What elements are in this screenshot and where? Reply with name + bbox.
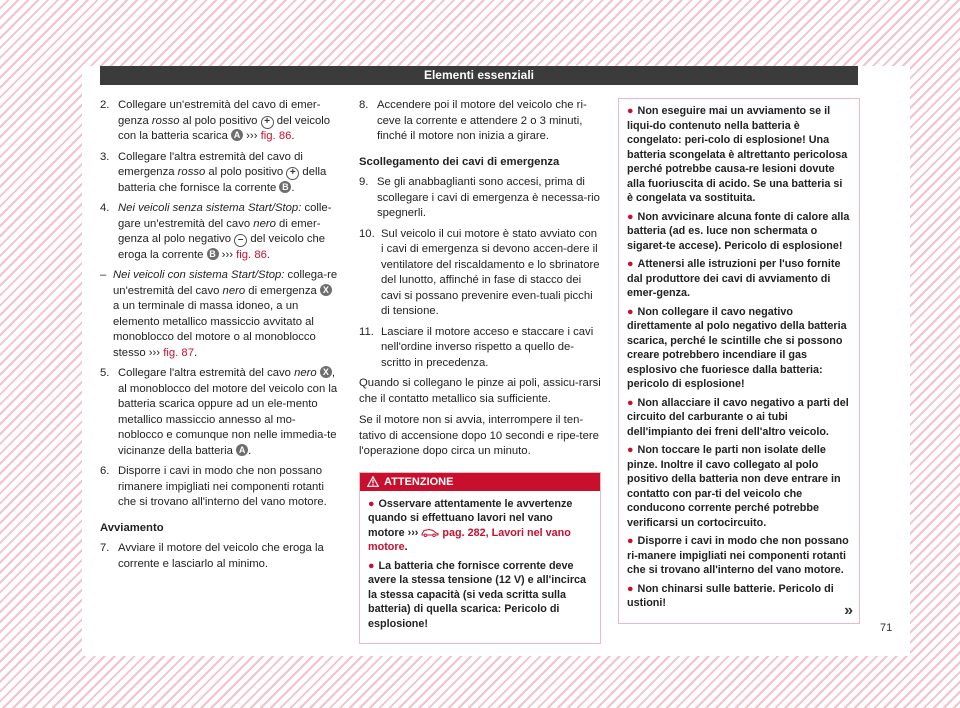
- badge-a: A: [231, 129, 243, 141]
- warning-item: ● Attenersi alle istruzioni per l'uso fornite dal produttore dei cavi di avviamento di emer-genza.: [627, 258, 841, 299]
- step-number: 11.: [359, 325, 374, 338]
- step-number: 7.: [100, 542, 110, 554]
- continue-arrow-icon: »: [844, 602, 853, 619]
- warning-box: [359, 472, 601, 645]
- step-text: Lasciare il motore acceso e staccare i cavi nell'ordine inverso rispetto a quello de-scritto in precedenza.: [381, 325, 594, 369]
- section-heading-avviamento: Avviamento: [100, 521, 164, 534]
- step-number: 6.: [100, 465, 110, 477]
- step-11: [359, 325, 601, 372]
- dash-marker: –: [100, 269, 107, 281]
- warning-title: ATTENZIONE: [384, 475, 454, 488]
- step-number: 4.: [100, 202, 110, 214]
- paragraph-contact: Quando si collegano le pinze ai poli, assicu-rarsi che il contatto metallico sia sufficiente.: [359, 377, 601, 405]
- warning-continuation-box: [618, 98, 860, 624]
- step-number: 5.: [100, 367, 110, 379]
- step-number: 8.: [359, 99, 369, 111]
- column-1: [100, 98, 338, 577]
- warning-item: ● Non toccare le parti non isolate delle pinze. Inoltre il cavo collegato al polo positivo della batteria non deve entrare in contatto con par-ti del veicolo che conducono corrente perché potrebbe verificarsi un cortocircuito.: [627, 444, 841, 529]
- warning-item: ● Non allacciare il cavo negativo a parti del circuito del carburante o ai tubi dell'impianto dei freni dell'altro veicolo.: [627, 396, 849, 438]
- step-7: [100, 541, 338, 572]
- section-heading-scollegamento: Scollegamento dei cavi di emergenza: [359, 155, 560, 168]
- bullet-dot-icon: ●: [627, 210, 634, 223]
- car-wrench-icon: [421, 527, 439, 537]
- warning-item: ● La batteria che fornisce corrente deve avere la stessa tensione (12 V) e all'incirca la stessa capacità (si veda scritta sulla batteria) di quella scarica: Pericolo di esplosione!: [368, 559, 587, 630]
- step-10: [359, 227, 601, 320]
- badge-x: X: [320, 284, 332, 296]
- step-8: [359, 98, 601, 145]
- fig-86-link[interactable]: fig. 86: [236, 248, 267, 261]
- warning-item: ● Non eseguire mai un avviamento se il liqui-do contenuto nella batteria è congelato: peri-colo di esplosione! Una batteria scongelata è altrettanto pericolosa perché potrebbe causa-re lesioni dovute alla fuoriuscita di acido. Se una batteria si è congelata va sostituita.: [627, 105, 848, 204]
- paragraph-retry: Se il motore non si avvia, interrompere il ten-tativo di accensione dopo 10 secondi e ripe-tere l'operazione dopo circa un minuto.: [359, 414, 599, 457]
- bullet-dot-icon: ●: [627, 396, 634, 409]
- step-text: Accendere poi il motore del veicolo che ri-ceve la corrente e attendere 2 o 3 minuti, finché il motore non inizia a girare.: [377, 99, 587, 142]
- step-2: 2. Collegare un'estremità del cavo di emer-genza rosso al polo positivo + del veicolo con la batteria scarica A ››› fig. 86.: [100, 98, 338, 145]
- step-text: Disporre i cavi in modo che non possano rimanere impigliati nei componenti rotanti che si trovano all'interno del vano motore.: [118, 465, 327, 508]
- bullet-dot-icon: ●: [627, 582, 634, 595]
- bullet-dot-icon: ●: [368, 559, 375, 572]
- warning-item: ● Non avvicinare alcuna fonte di calore alla batteria (ad es. luce non schermata o sigaret-te accese). Pericolo di esplosione!: [627, 210, 850, 252]
- step-start-stop: – Nei veicoli con sistema Start/Stop: collega-re un'estremità del cavo nero di emergenza X a un terminale di massa idoneo, a un elemento metallico massiccio avvitato al monoblocco del motore o al monoblocco stesso ››› fig. 87.: [100, 268, 338, 361]
- step-9: [359, 175, 601, 222]
- bullet-dot-icon: ●: [368, 497, 375, 510]
- step-4: 4. Nei veicoli senza sistema Start/Stop: colle-gare un'estremità del cavo nero di emer-genza al polo negativo – del veicolo che eroga la corrente B ››› fig. 86.: [100, 201, 338, 263]
- step-number: 10.: [359, 227, 375, 240]
- page-number: 71: [880, 622, 893, 634]
- warning-item: ● Disporre i cavi in modo che non possano ri-manere impigliati nei componenti rotanti che si trovano all'interno del vano motore.: [627, 535, 849, 576]
- bullet-dot-icon: ●: [627, 105, 634, 117]
- step-text: Sul veicolo il cui motore è stato avviato con i cavi di emergenza si devono accen-dere il ventilatore del riscaldamento e lo sbrinatore del lunotto, affinché in fase di stacco dei cavi si possano prevenire even-tuali picchi di tensione.: [381, 227, 600, 317]
- warning-header: [360, 473, 600, 491]
- step-text: Se gli anabbaglianti sono accesi, prima di scollegare i cavi di emergenza è necessa-rio spegnerli.: [377, 176, 600, 219]
- step-6: [100, 464, 338, 511]
- badge-a: A: [236, 444, 248, 456]
- column-3: [618, 98, 860, 624]
- badge-x: X: [320, 366, 332, 378]
- minus-terminal-icon: –: [234, 234, 247, 247]
- page-282-link[interactable]: pag. 282, Lavori nel vano motore: [368, 526, 571, 553]
- step-number: 2.: [100, 99, 110, 111]
- warning-item: ● Osservare attentamente le avvertenze quando si effettuano lavori nel vano motore ››› pag. 282, Lavori nel vano motore.: [368, 497, 573, 553]
- fig-87-link[interactable]: fig. 87: [163, 346, 194, 359]
- step-3: 3. Collegare l'altra estremità del cavo di emergenza rosso al polo positivo + della batteria che fornisce la corrente B .: [100, 150, 338, 197]
- page-header: Elementi essenziali: [100, 66, 858, 85]
- badge-b: B: [207, 248, 219, 260]
- bullet-dot-icon: ●: [627, 535, 634, 547]
- fig-86-link[interactable]: fig. 86: [260, 130, 292, 142]
- column-2: [359, 98, 601, 644]
- step-number: 9.: [359, 176, 369, 188]
- warning-item: ● Non chinarsi sulle batterie. Pericolo di ustioni!: [627, 582, 834, 609]
- plus-terminal-icon: +: [261, 116, 274, 129]
- badge-b: B: [279, 181, 291, 193]
- plus-terminal-icon: +: [286, 167, 299, 180]
- step-5: 5. Collegare l'altra estremità del cavo nero X , al monoblocco del motore del veicolo con la batteria scarica oppure ad un ele-mento metallico massiccio annesso al mo-noblocco e comunque non nelle immedia-te vicinanze della batteria A .: [100, 366, 338, 459]
- warning-item: ● Non collegare il cavo negativo direttamente al polo negativo della batteria scarica, perché le scintille che si possono creare potrebbero incendiare il gas esplosivo che fuoriesce dalla batteria: pericolo di esplosione!: [627, 305, 847, 390]
- bullet-dot-icon: ●: [627, 444, 634, 456]
- warning-triangle-icon: [367, 476, 379, 487]
- warning-list: [360, 491, 600, 632]
- bullet-dot-icon: ●: [627, 305, 634, 318]
- bullet-dot-icon: ●: [627, 258, 634, 270]
- step-text: Avviare il motore del veicolo che eroga la corrente e lasciarlo al minimo.: [118, 542, 324, 570]
- step-number: 3.: [100, 150, 110, 163]
